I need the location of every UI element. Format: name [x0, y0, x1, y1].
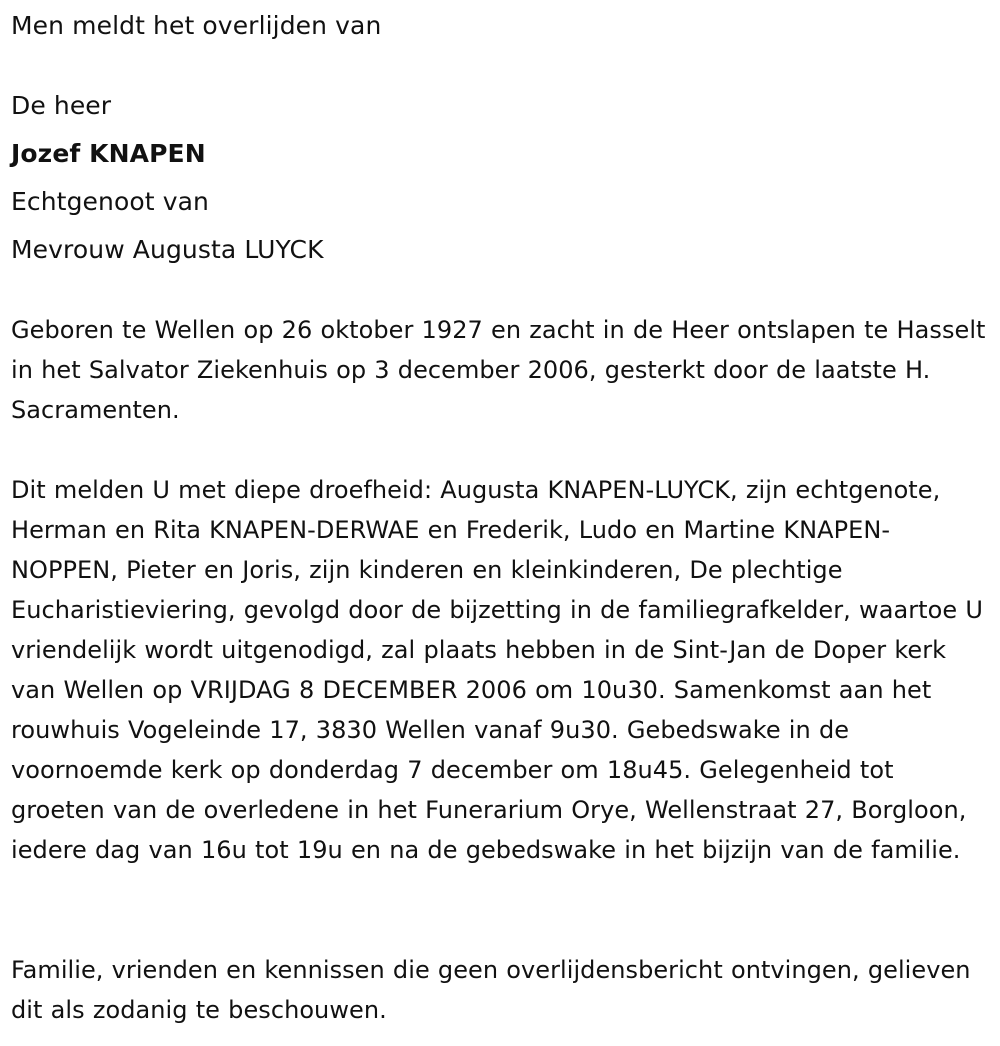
title-text: De heer	[11, 91, 112, 120]
announcement-paragraph: Dit melden U met diepe droefheid: Augusta KNAPEN-LUYCK, zijn echtgenote, Herman en Rita KNAPEN-DERWAE en Frederik, Ludo en Martine KNAPEN-NOPPEN, Pieter en Joris, zijn kinderen en kleinkinderen, De plechtige Eucharistieviering, gevolgd door de bijzetting in de familiegrafkelder, waartoe U vriendelijk wordt uitgenodigd, zal plaats hebben in de Sint-Jan de Doper kerk van Wellen op VRIJDAG 8 DECEMBER 2006 om 10u30. Samenkomst aan het rouwhuis Vogeleinde 17, 3830 Wellen vanaf 9u30. Gebedswake in de voornoemde kerk op donderdag 7 december om 18u45. Gelegenheid tot groeten van de overledene in het Funerarium Orye, Wellenstraat 27, Borgloon, iedere dag van 16u tot 19u en na de gebedswake in het bijzijn van de familie.	[11, 476, 983, 864]
closing-paragraph: Familie, vrienden en kennissen die geen overlijdensbericht ontvingen, gelieven dit als zodanig te beschouwen.	[11, 956, 971, 1024]
birth-death-paragraph: Geboren te Wellen op 26 oktober 1927 en zacht in de Heer ontslapen te Hasselt in het Salvator Ziekenhuis op 3 december 2006, gesterkt door de laatste H. Sacramenten.	[11, 316, 986, 424]
intro-text: Men meldt het overlijden van	[11, 11, 382, 40]
deceased-name: Jozef KNAPEN	[11, 139, 206, 168]
spouse-label: Echtgenoot van	[11, 187, 209, 216]
spouse-name: Mevrouw Augusta LUYCK	[11, 235, 324, 264]
